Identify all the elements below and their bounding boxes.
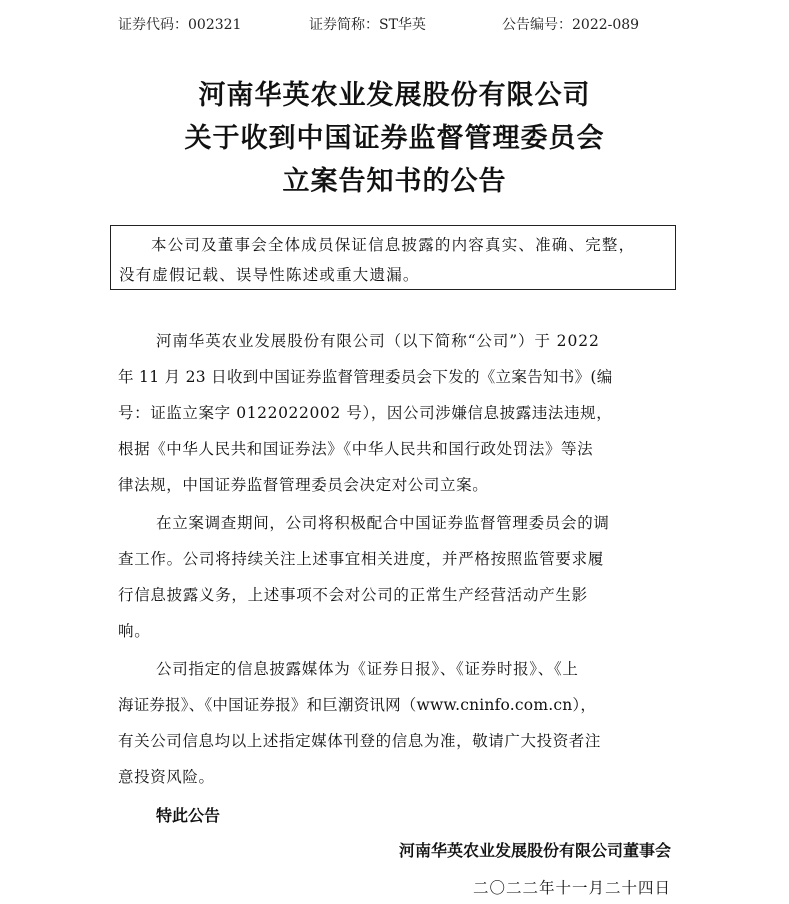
announcement-number: 公告编号：2022-089 bbox=[502, 17, 640, 33]
stock-code: 证券代码：002321 bbox=[118, 17, 242, 33]
paragraph-line: 行信息披露义务，上述事项不会对公司的正常生产经营活动产生影 bbox=[118, 586, 588, 604]
paragraph-line: 河南华英农业发展股份有限公司（以下简称“公司”）于 2022 bbox=[156, 332, 600, 350]
title-subject: 关于收到中国证券监督管理委员会 bbox=[184, 123, 605, 154]
paragraph-line: 有关公司信息均以上述指定媒体刊登的信息为准，敬请广大投资者注 bbox=[118, 732, 602, 750]
paragraph-line: 海证券报》、《中国证券报》和巨潮资讯网（www.cninfo.com.cn）， bbox=[118, 696, 597, 714]
board-signature: 河南华英农业发展股份有限公司董事会 bbox=[398, 841, 671, 860]
paragraph-line: 根据《中华人民共和国证券法》《中华人民共和国行政处罚法》等法 bbox=[118, 440, 594, 458]
paragraph-line: 意投资风险。 bbox=[118, 768, 215, 786]
stock-short-name: 证券简称：ST华英 bbox=[309, 17, 426, 33]
notice-line: 没有虚假记载、误导性陈述或重大遗漏。 bbox=[119, 266, 420, 284]
paragraph-line: 在立案调查期间，公司将积极配合中国证券监督管理委员会的调 bbox=[156, 514, 610, 532]
paragraph-line: 查工作。公司将持续关注上述事宜相关进度，并严格按照监管要求履 bbox=[118, 550, 605, 568]
document-header bbox=[0, 14, 789, 36]
disclosure-guarantee-box bbox=[110, 225, 676, 290]
title-notice: 立案告知书的公告 bbox=[282, 166, 507, 197]
paragraph-line: 年 11 月 23 日收到中国证券监督管理委员会下发的《立案告知书》(编 bbox=[118, 368, 613, 386]
title-company: 河南华英农业发展股份有限公司 bbox=[198, 80, 591, 111]
paragraph-line: 号：证监立案字 0122022002 号），因公司涉嫌信息披露违法违规， bbox=[118, 404, 613, 422]
paragraph-line: 公司指定的信息披露媒体为《证券日报》、《证券时报》、《上 bbox=[156, 660, 579, 678]
notice-line: 本公司及董事会全体成员保证信息披露的内容真实、准确、完整， bbox=[151, 236, 636, 254]
announcement-date: 二〇二二年十一月二十四日 bbox=[472, 879, 671, 897]
paragraph-line: 响。 bbox=[118, 622, 151, 640]
special-announcement: 特此公告 bbox=[156, 806, 221, 825]
paragraph-line: 律法规，中国证券监督管理委员会决定对公司立案。 bbox=[118, 476, 489, 494]
